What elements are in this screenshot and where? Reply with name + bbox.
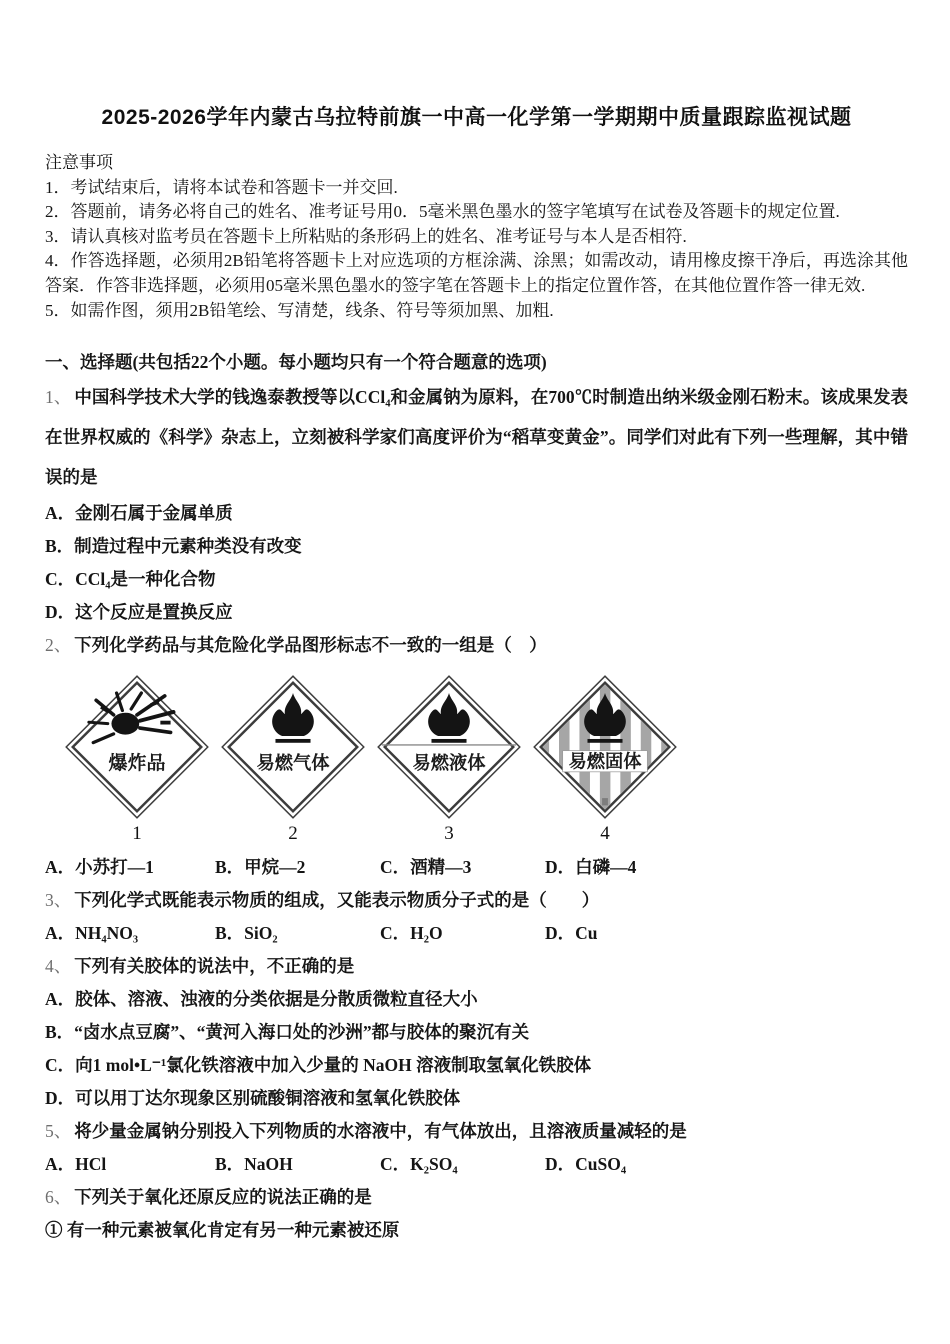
option-a: A．小苏打—1 <box>45 857 154 878</box>
question-1-stem <box>45 377 908 497</box>
notice-item: 4．作答选择题，必须用2B铅笔将答题卡上对应选项的方框涂满、涂黑；如需改动，请用橡皮擦干净后，再选涂其他答案．作答非选择题，必须用05毫米黑色墨水的签字笔在答题卡上的指定位置作答，在其他位置作答一律无效. <box>45 251 908 295</box>
question-number: 6、 <box>45 1187 72 1208</box>
explosion-icon <box>64 674 210 820</box>
hazard-sign-flammable-liquid <box>375 674 523 845</box>
question-number: 4、 <box>45 956 72 977</box>
question-text: 中国科学技术大学的钱逸泰教授等以CCl₄和金属钠为原料，在700℃时制造出纳米级金刚石粉末。该成果发表在世界权威的《科学》杂志上，立刻被科学家们高度评价为“稻草变黄金”。同学们对此有下列一些理解，其中错误的是 <box>45 387 908 488</box>
question-1 <box>45 377 908 629</box>
option-a: A．胶体、溶液、浊液的分类依据是分散质微粒直径大小 <box>45 989 478 1010</box>
hazard-sign-label: 易燃液体 <box>412 753 486 774</box>
question-number: 5、 <box>45 1121 72 1142</box>
option-a: A．金刚石属于金属单质 <box>45 503 233 524</box>
question-text: 下列有关胶体的说法中，不正确的是 <box>74 956 355 977</box>
flame-glyph <box>584 693 626 743</box>
option-c: C．K₂SO₄ <box>380 1154 458 1175</box>
option-d: D．Cu <box>545 923 598 944</box>
notice-item: 3．请认真核对监考员在答题卡上所粘贴的条形码上的姓名、准考证号与本人是否相符. <box>45 226 687 246</box>
question-6-stem <box>45 1181 908 1214</box>
question-3 <box>45 884 908 950</box>
option-b: B．“卤水点豆腐”、“黄河入海口处的沙洲”都与胶体的聚沉有关 <box>45 1022 530 1043</box>
question-number: 2、 <box>45 635 72 656</box>
hazard-sign-label: 爆炸品 <box>108 753 166 775</box>
notice-item: 5．如需作图，须用2B铅笔绘、写清楚，线条、符号等须加黑、加粗. <box>45 300 554 320</box>
hazard-sign-number: 2 <box>288 823 298 845</box>
option-b: B．制造过程中元素种类没有改变 <box>45 536 302 557</box>
question-4 <box>45 950 908 1115</box>
options-row <box>45 1148 908 1181</box>
hazard-sign-flammable-solid <box>531 674 679 845</box>
hazard-sign-number: 3 <box>444 823 454 845</box>
flame-glyph <box>272 693 314 743</box>
option-d: D．CuSO₄ <box>545 1154 627 1175</box>
flame-icon <box>376 674 522 820</box>
option-b: B．SiO₂ <box>215 923 278 944</box>
options-row <box>45 917 908 950</box>
option-a: A．NH₄NO₃ <box>45 923 139 944</box>
hazard-sign-label: 易燃固体 <box>568 751 642 772</box>
flame-icon <box>220 674 366 820</box>
option-c: C．H₂O <box>380 923 443 944</box>
hazard-sign-explosive <box>63 674 211 845</box>
option-d: D．可以用丁达尔现象区别硫酸铜溶液和氢氧化铁胶体 <box>45 1088 461 1109</box>
question-2-stem <box>45 629 908 662</box>
question-number: 3、 <box>45 890 72 911</box>
question-3-stem <box>45 884 908 917</box>
question-text: 下列关于氧化还原反应的说法正确的是 <box>74 1187 372 1208</box>
flame-striped-icon <box>532 674 678 820</box>
question-2 <box>45 629 908 884</box>
option-c: C．酒精—3 <box>380 857 472 878</box>
hazard-sign-number: 4 <box>600 823 610 845</box>
section-heading: 一、选择题(共包括22个小题。每小题均只有一个符合题意的选项) <box>45 352 547 373</box>
option-d: D．这个反应是置换反应 <box>45 602 233 623</box>
hazard-sign-number: 1 <box>132 823 142 845</box>
flame-glyph <box>428 693 470 743</box>
question-text: 将少量金属钠分别投入下列物质的水溶液中，有气体放出，且溶液质量减轻的是 <box>74 1121 687 1142</box>
question-5 <box>45 1115 908 1181</box>
option-b: B．甲烷—2 <box>215 857 306 878</box>
question-text: 下列化学药品与其危险化学品图形标志不一致的一组是（ ） <box>74 635 547 656</box>
statement-1: ① 有一种元素被氧化肯定有另一种元素被还原 <box>45 1220 400 1241</box>
notice-item: 2．答题前，请务必将自己的姓名、准考证号用0．5毫米黑色墨水的签字笔填写在试卷及答题卡的规定位置. <box>45 202 840 222</box>
question-number: 1、 <box>45 387 72 408</box>
option-a: A．HCl <box>45 1154 107 1175</box>
page-title: 2025-2026学年内蒙古乌拉特前旗一中高一化学第一学期期中质量跟踪监视试题 <box>101 106 852 129</box>
option-d: D．白磷—4 <box>545 857 637 878</box>
notice-item: 1．考试结束后，请将本试卷和答题卡一并交回. <box>45 177 398 197</box>
notice-heading: 注意事项 <box>45 153 113 172</box>
option-b: B．NaOH <box>215 1154 293 1175</box>
figure-hazard-signs <box>63 674 908 845</box>
question-4-stem <box>45 950 908 983</box>
question-5-stem <box>45 1115 908 1148</box>
notice-section <box>45 151 908 323</box>
question-6 <box>45 1181 908 1247</box>
option-c: C．向1 mol•L⁻¹氯化铁溶液中加入少量的 NaOH 溶液制取氢氧化铁胶体 <box>45 1055 592 1076</box>
hazard-sign-label: 易燃气体 <box>256 753 330 774</box>
option-c: C．CCl₄是一种化合物 <box>45 569 216 590</box>
hazard-sign-flammable-gas <box>219 674 367 845</box>
question-text: 下列化学式既能表示物质的组成，又能表示物质分子式的是（ ） <box>74 890 600 911</box>
options-row <box>45 851 908 884</box>
